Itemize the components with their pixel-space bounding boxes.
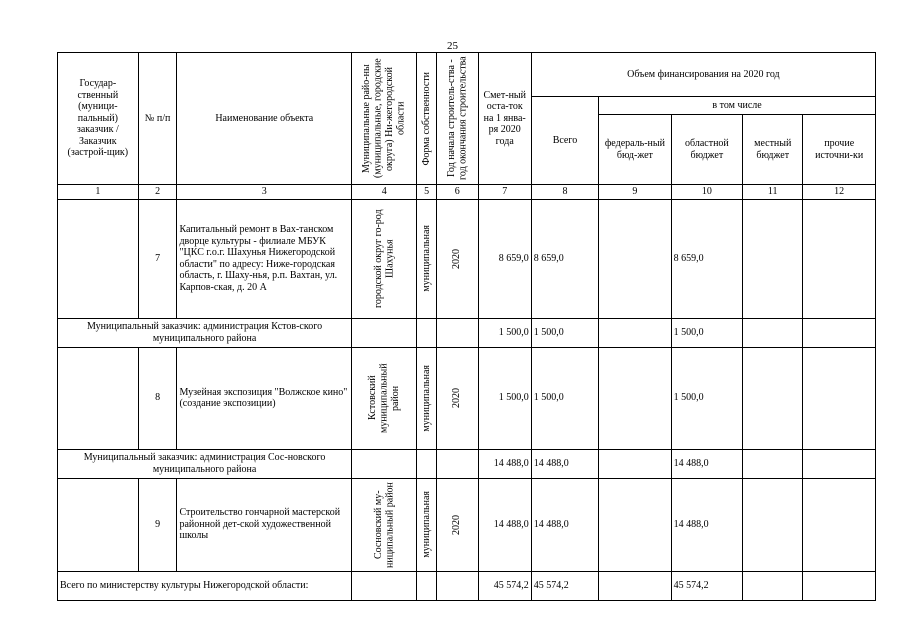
empty-cell <box>352 449 417 478</box>
regional-value: 45 574,2 <box>671 571 742 600</box>
total-value: 45 574,2 <box>531 571 598 600</box>
empty-cell <box>436 449 478 478</box>
colnum-6: 6 <box>436 185 478 200</box>
regional-value: 14 488,0 <box>671 449 742 478</box>
total-value: 8 659,0 <box>531 199 598 318</box>
header-row-1 <box>58 53 876 97</box>
table-row-total <box>58 571 876 600</box>
federal-value <box>599 478 672 571</box>
header-customer: Государ-ственный (муници-пальный) заказчик / Заказчик (застрой-щик) <box>58 53 139 185</box>
empty-cell <box>743 318 803 347</box>
estimate-value: 8 659,0 <box>478 199 531 318</box>
other-value <box>803 478 876 571</box>
year: 2020 <box>451 248 463 269</box>
table-row <box>58 347 876 449</box>
local-value <box>743 199 803 318</box>
header-estimate: Смет-ный оста-ток на 1 янва-ря 2020 года <box>478 53 531 185</box>
regional-value: 1 500,0 <box>671 347 742 449</box>
empty-cell <box>417 571 436 600</box>
estimate-value: 45 574,2 <box>478 571 531 600</box>
ownership-cell <box>417 347 436 449</box>
header-regional: областной бюджет <box>671 115 742 185</box>
year-cell <box>436 199 478 318</box>
table-row <box>58 199 876 318</box>
colnum-12: 12 <box>803 185 876 200</box>
estimate-value: 1 500,0 <box>478 347 531 449</box>
colnum-9: 9 <box>599 185 672 200</box>
year-cell <box>436 478 478 571</box>
header-district-cell <box>352 53 417 185</box>
estimate-value: 1 500,0 <box>478 318 531 347</box>
header-years-cell <box>436 53 478 185</box>
federal-value <box>599 199 672 318</box>
total-value: 14 488,0 <box>531 478 598 571</box>
object-name: Музейная экспозиция "Волжское кино" (создание экспозиции) <box>177 347 352 449</box>
colnum-3: 3 <box>177 185 352 200</box>
header-ownership: Форма собственности <box>420 71 432 166</box>
header-no: № п/п <box>138 53 177 185</box>
table-row <box>58 478 876 571</box>
year-cell <box>436 347 478 449</box>
colnum-1: 1 <box>58 185 139 200</box>
column-numbers-row <box>58 185 876 200</box>
estimate-value: 14 488,0 <box>478 449 531 478</box>
estimate-value: 14 488,0 <box>478 478 531 571</box>
district: Кстовский муниципальный район <box>367 363 401 433</box>
regional-value: 8 659,0 <box>671 199 742 318</box>
colnum-4: 4 <box>352 185 417 200</box>
other-value <box>803 347 876 449</box>
header-district: Муниципальные райо-ны (муниципальные, городские округа) Ни-жегородской области <box>361 58 407 179</box>
empty-cell <box>436 571 478 600</box>
object-name: Строительство гончарной мастерской районной дет-ской художественной школы <box>177 478 352 571</box>
colnum-10: 10 <box>671 185 742 200</box>
ownership: муниципальная <box>420 364 432 432</box>
table-row <box>58 318 876 347</box>
local-value <box>743 347 803 449</box>
ownership-cell <box>417 199 436 318</box>
row-no: 9 <box>138 478 177 571</box>
other-value <box>803 199 876 318</box>
ownership-cell <box>417 478 436 571</box>
customer-label: Муниципальный заказчик: администрация Кстов-ского муниципального района <box>58 318 352 347</box>
year: 2020 <box>451 388 463 408</box>
empty-cell <box>803 318 876 347</box>
header-local: местный бюджет <box>743 115 803 185</box>
header-federal: федераль-ный бюд-жет <box>599 115 672 185</box>
empty-cell <box>803 449 876 478</box>
district-cell <box>352 478 417 571</box>
empty-cell <box>417 449 436 478</box>
table-row <box>58 449 876 478</box>
customer-cell <box>58 478 139 571</box>
district: Сосновский му-ниципальный район <box>372 481 396 568</box>
financing-table <box>57 52 876 601</box>
empty-cell <box>743 571 803 600</box>
row-no: 8 <box>138 347 177 449</box>
empty-cell <box>599 449 672 478</box>
object-name: Капитальный ремонт в Вах-танском дворце культуры - филиале МБУК "ЦКС г.о.г. Шахунья Нижегородской области" по адресу: Ниже-городская область, г. Шаху-нья, р.п. Вахтан, ул. Карпов-ская, д. 20 А <box>177 199 352 318</box>
empty-cell <box>352 318 417 347</box>
colnum-2: 2 <box>138 185 177 200</box>
colnum-8: 8 <box>531 185 598 200</box>
header-years: Год начала строитель-ства - год окончания строительства <box>445 56 469 181</box>
district: городской округ го-род Шахунья <box>372 209 396 308</box>
empty-cell <box>803 571 876 600</box>
grand-total-label: Всего по министерству культуры Нижегородской области: <box>58 571 352 600</box>
local-value <box>743 478 803 571</box>
header-other: прочие источни-ки <box>803 115 876 185</box>
district-cell <box>352 347 417 449</box>
customer-cell <box>58 199 139 318</box>
empty-cell <box>599 571 672 600</box>
header-total: Всего <box>531 97 598 185</box>
header-financing: Объем финансирования на 2020 год <box>531 53 875 97</box>
page-number: 25 <box>447 40 458 52</box>
customer-cell <box>58 347 139 449</box>
year: 2020 <box>451 514 463 535</box>
district-cell <box>352 199 417 318</box>
header-object-name: Наименование объекта <box>177 53 352 185</box>
ownership: муниципальная <box>420 491 432 558</box>
total-value: 14 488,0 <box>531 449 598 478</box>
total-value: 1 500,0 <box>531 347 598 449</box>
regional-value: 14 488,0 <box>671 478 742 571</box>
empty-cell <box>436 318 478 347</box>
colnum-5: 5 <box>417 185 436 200</box>
empty-cell <box>599 318 672 347</box>
empty-cell <box>743 449 803 478</box>
regional-value: 1 500,0 <box>671 318 742 347</box>
row-no: 7 <box>138 199 177 318</box>
colnum-11: 11 <box>743 185 803 200</box>
header-including: в том числе <box>599 97 876 115</box>
header-ownership-cell <box>417 53 436 185</box>
colnum-7: 7 <box>478 185 531 200</box>
federal-value <box>599 347 672 449</box>
ownership: муниципальная <box>420 225 432 292</box>
customer-label: Муниципальный заказчик: администрация Сос-новского муниципального района <box>58 449 352 478</box>
total-value: 1 500,0 <box>531 318 598 347</box>
empty-cell <box>417 318 436 347</box>
empty-cell <box>352 571 417 600</box>
